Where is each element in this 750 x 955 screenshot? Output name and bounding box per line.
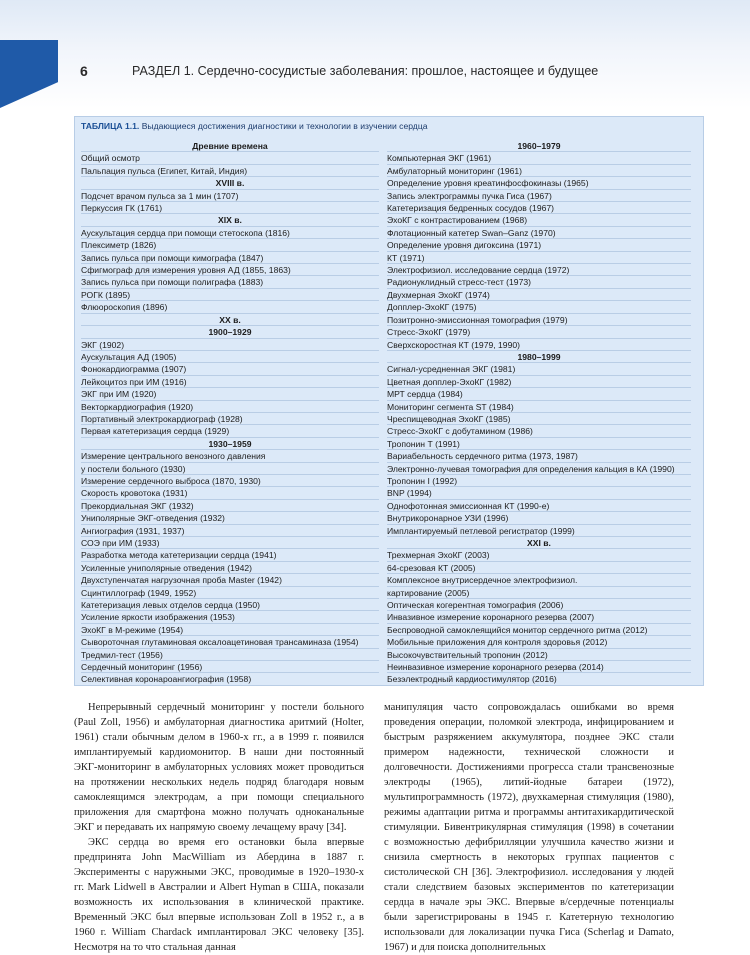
table-row: Сверхскоростная КТ (1979, 1990): [387, 339, 691, 351]
table-row: ЭхоКГ в М-режиме (1954): [81, 624, 379, 636]
table-row: Перкуссия ГК (1761): [81, 202, 379, 214]
section-title: РАЗДЕЛ 1. Сердечно-сосудистые заболевания: прошлое, настоящее и будущее: [132, 64, 599, 78]
table-row: Селективная коронароангиография (1958): [81, 673, 379, 685]
table-right-column: [387, 140, 691, 686]
table-row: Электрофизиол. исследование сердца (1972): [387, 264, 691, 276]
table-row: Плексиметр (1826): [81, 239, 379, 251]
table-row: Внутрикоронарное УЗИ (1996): [387, 512, 691, 524]
table-row: Фонокардиограмма (1907): [81, 363, 379, 375]
table-row: Двухмерная ЭхоКГ (1974): [387, 289, 691, 301]
table-section-heading: XXI в.: [387, 537, 691, 549]
table-row: Портативный электрокардиограф (1928): [81, 413, 379, 425]
table-row: Измерение центрального венозного давления: [81, 450, 379, 462]
table-row: Стресс-ЭхоКГ (1979): [387, 326, 691, 338]
table-row: Запись пульса при помощи полиграфа (1883): [81, 276, 379, 288]
table-row: РОГК (1895): [81, 289, 379, 301]
table-row: 64-срезовая КТ (2005): [387, 562, 691, 574]
table-row: Сцинтиллограф (1949, 1952): [81, 587, 379, 599]
table-row: Оптическая когерентная томография (2006): [387, 599, 691, 611]
table-row: Векторкардиография (1920): [81, 401, 379, 413]
table-row: Мобильные приложения для контроля здоровья (2012): [387, 636, 691, 648]
body-column-right: [384, 700, 674, 955]
table-row: Измерение сердечного выброса (1870, 1930): [81, 475, 379, 487]
table-left-column: [81, 140, 379, 686]
table-row: Первая катетеризация сердца (1929): [81, 425, 379, 437]
table-row: Сывороточная глутаминовая оксалоацетиновая трансаминаза (1954): [81, 636, 379, 648]
table-row: Флотационный катетер Swan–Ganz (1970): [387, 227, 691, 239]
table-row: Цветная допплер-ЭхоКГ (1982): [387, 376, 691, 388]
table-row: Вариабельность сердечного ритма (1973, 1987): [387, 450, 691, 462]
table-row: Позитронно-эмиссионная томография (1979): [387, 314, 691, 326]
table-row: Запись электрограммы пучка Гиса (1967): [387, 190, 691, 202]
table-section-heading: XVIII в.: [81, 177, 379, 189]
table-row: Мониторинг сегмента ST (1984): [387, 401, 691, 413]
table-row: Трехмерная ЭхоКГ (2003): [387, 549, 691, 561]
table-row: Униполярные ЭКГ-отведения (1932): [81, 512, 379, 524]
table-row: Безэлектродный кардиостимулятор (2016): [387, 673, 691, 685]
table-section-heading: 1980–1999: [387, 351, 691, 363]
table-row: Лейкоцитоз при ИМ (1916): [81, 376, 379, 388]
table-section-heading: 1930–1959: [81, 438, 379, 450]
table-section-heading: 1900–1929: [81, 326, 379, 338]
table-row: Сфигмограф для измерения уровня АД (1855, 1863): [81, 264, 379, 276]
table-row: Разработка метода катетеризации сердца (1941): [81, 549, 379, 561]
table-row: Амбулаторный мониторинг (1961): [387, 165, 691, 177]
table-row: Катетеризация бедренных сосудов (1967): [387, 202, 691, 214]
table-row: Неинвазивное измерение коронарного резерва (2014): [387, 661, 691, 673]
table-section-heading: 1960–1979: [387, 140, 691, 152]
body-paragraph: ЭКС сердца во время его остановки была впервые предпринята John MacWilliam из Абердина в 1887 г. Эксперименты с наружными ЭКС, проводимые в 1920–1930-х гг. Mark Lidwell в Австралии и Albert Hyman в США, показали возможность их использования в клинической практике. Временный ЭКС был впервые использован Zoll в 1952 г., а в 1960 г. William Chardack имплантировал ЭКС человеку [35]. Несмотря на то что стальная данная: [74, 837, 364, 953]
table-row: BNP (1994): [387, 487, 691, 499]
table-row: Флюороскопия (1896): [81, 301, 379, 313]
table-row: ЭКГ (1902): [81, 339, 379, 351]
table-row: Двухступенчатая нагрузочная проба Master (1942): [81, 574, 379, 586]
table-row: Имплантируемый петлевой регистратор (1999): [387, 525, 691, 537]
table-row: Высокочувствительный тропонин (2012): [387, 649, 691, 661]
table-row: Пальпация пульса (Египет, Китай, Индия): [81, 165, 379, 177]
table-row: Инвазивное измерение коронарного резерва (2007): [387, 611, 691, 623]
table-row: Тропонин Т (1991): [387, 438, 691, 450]
table-row: Комплексное внутрисердечное электрофизиол.: [387, 574, 691, 586]
table-label: ТАБЛИЦА 1.1.: [81, 121, 140, 131]
table-row: Катетеризация левых отделов сердца (1950): [81, 599, 379, 611]
table-row: Стресс-ЭхоКГ с добутамином (1986): [387, 425, 691, 437]
table-1-1: [74, 116, 704, 686]
table-row: Допплер-ЭхоКГ (1975): [387, 301, 691, 313]
table-caption: [81, 121, 428, 131]
table-row: Электронно-лучевая томография для определения кальция в КА (1990): [387, 463, 691, 475]
table-row: Тредмил-тест (1956): [81, 649, 379, 661]
table-row: Ангиография (1931, 1937): [81, 525, 379, 537]
table-row: Однофотонная эмиссионная КТ (1990-е): [387, 500, 691, 512]
table-row: Сигнал-усредненная ЭКГ (1981): [387, 363, 691, 375]
table-section-heading: Древние времена: [81, 140, 379, 152]
table-row: Определение уровня дигоксина (1971): [387, 239, 691, 251]
table-row: Усиленные униполярные отведения (1942): [81, 562, 379, 574]
table-row: КТ (1971): [387, 252, 691, 264]
table-row: Аускультация АД (1905): [81, 351, 379, 363]
table-row: картирование (2005): [387, 587, 691, 599]
table-row: Компьютерная ЭКГ (1961): [387, 152, 691, 164]
table-row: Подсчет врачом пульса за 1 мин (1707): [81, 190, 379, 202]
table-section-heading: XIX в.: [81, 214, 379, 226]
table-row: Сердечный мониторинг (1956): [81, 661, 379, 673]
table-row: СОЭ при ИМ (1933): [81, 537, 379, 549]
table-row: Прекордиальная ЭКГ (1932): [81, 500, 379, 512]
table-row: у постели больного (1930): [81, 463, 379, 475]
table-row: Запись пульса при помощи кимографа (1847): [81, 252, 379, 264]
table-row: Аускультация сердца при помощи стетоскопа (1816): [81, 227, 379, 239]
table-row: МРТ сердца (1984): [387, 388, 691, 400]
table-row: Тропонин I (1992): [387, 475, 691, 487]
table-section-heading: XX в.: [81, 314, 379, 326]
table-row: Определение уровня креатинфосфокиназы (1965): [387, 177, 691, 189]
body-paragraph: манипуляция часто сопровождалась ошибками во время проведения операции, поломкой электрода, инфицированием и быстрым разряжением аккумулятора, позднее ЭКС стали примером надежности, технической сложности и долговечности. Достижениями прогресса стали трансвенозные электроды (1965), литий-йодные батареи (1972), мультипрограммность (1972), двухкамерная стимуляция (1980), режимы адаптации ритма и программы антитахикардитической стимуляции. Бивентрикулярная стимуляция (1998) в сочетании с возможностью дефибрилляции улучшила качество жизни и снизила смертность в некоторых группах пациентов с систолической СН [36]. Электрофизиол. исследования у людей стали следствием базовых экспериментов по катетеризации сердца в начале эры ЭКС. Впервые в/сердечные потенциалы были зарегистрированы в 1945 г. Катетерную технологию использовали для локализации пучка Гиса (Scherlag и Damato, 1967) и для поиска дополнительных: [384, 702, 674, 953]
body-column-left: [74, 700, 364, 955]
page-number: 6: [80, 63, 88, 79]
table-row: Скорость кровотока (1931): [81, 487, 379, 499]
table-row: Усиление яркости изображения (1953): [81, 611, 379, 623]
table-caption-text: Выдающиеся достижения диагностики и технологии в изучении сердца: [141, 121, 428, 131]
table-row: ЭхоКГ с контрастированием (1968): [387, 214, 691, 226]
table-row: Чреспищеводная ЭхоКГ (1985): [387, 413, 691, 425]
table-row: Общий осмотр: [81, 152, 379, 164]
table-row: Радионуклидный стресс-тест (1973): [387, 276, 691, 288]
table-row: Беспроводной самоклеящийся монитор сердечного ритма (2012): [387, 624, 691, 636]
table-row: ЭКГ при ИМ (1920): [81, 388, 379, 400]
body-paragraph: Непрерывный сердечный мониторинг у постели больного (Paul Zoll, 1956) и амбулаторная диагностика аритмий (Holter, 1961) стали обычным делом в 1960-х гг., а в 1999 г. появился имплантируемый кардиомонитор. В наши дни постоянный ЭКГ-мониторинг в амбулаторных условиях может проводиться на протяжении нескольких недель подряд благодаря новым самоклеящимся электродам, а при помощи специального приложения для смартфона можно получать одноканальные ЭКГ и передавать их напрямую своему лечащему врачу [34].: [74, 702, 364, 833]
header-band: [0, 0, 750, 108]
